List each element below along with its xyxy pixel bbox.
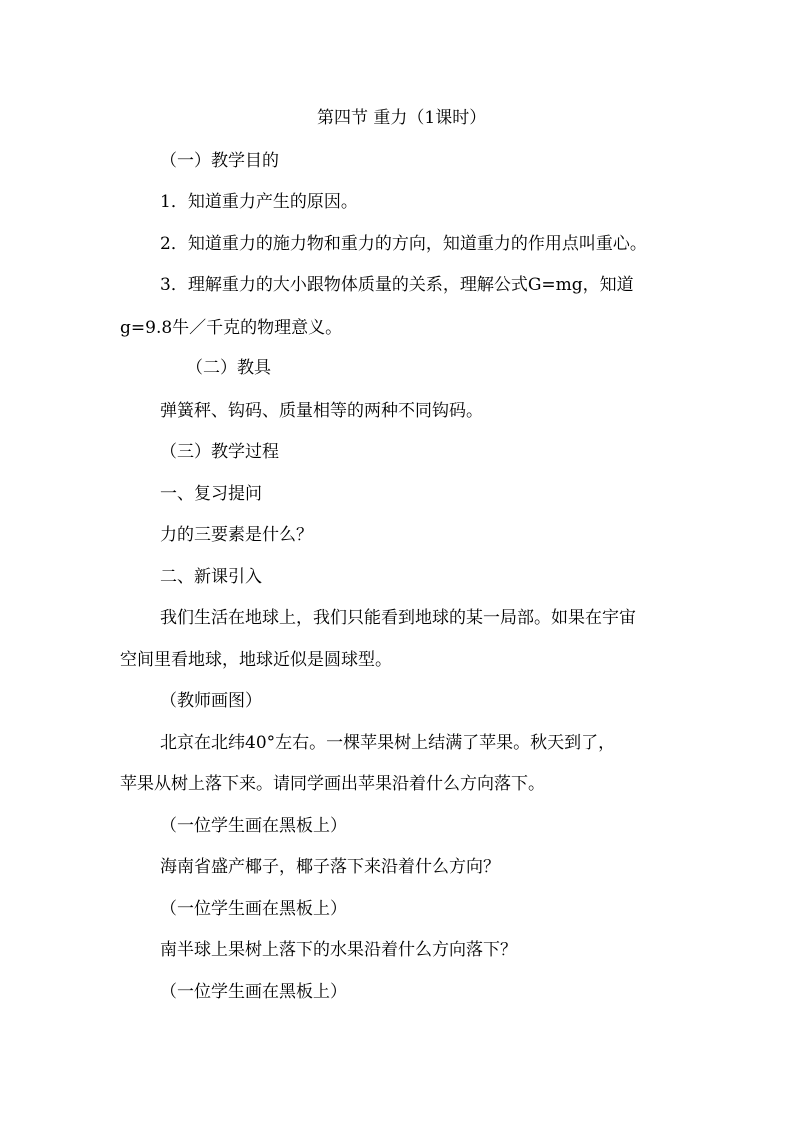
review-question: 力的三要素是什么？ [160,525,313,545]
student-note: （一位学生画在黑板上） [160,982,347,1002]
page-title: 第四节 重力（1课时） [317,108,487,128]
paragraph-line: 空间里看地球，地球近似是圆球型。 [120,650,392,670]
objective-item-1: 1．知道重力产生的原因。 [160,192,358,212]
paragraph-line: 苹果从树上落下来。请同学画出苹果沿着什么方向落下。 [120,774,545,794]
student-note: （一位学生画在黑板上） [160,816,347,836]
paragraph-line: 南半球上果树上落下的水果沿着什么方向落下？ [160,940,517,960]
paragraph-line: 北京在北纬40°左右。一棵苹果树上结满了苹果。秋天到了， [160,733,616,753]
paragraph-line: 我们生活在地球上，我们只能看到地球的某一局部。如果在宇宙 [160,608,636,628]
equipment-list: 弹簧秤、钩码、质量相等的两种不同钩码。 [160,401,483,421]
teacher-note: （教师画图） [160,691,262,711]
objective-item-3-line-1: 3．理解重力的大小跟物体质量的关系，理解公式G=mg，知道 [160,275,634,295]
student-note: （一位学生画在黑板上） [160,899,347,919]
subheading-introduction: 二、新课引入 [160,567,262,587]
objective-item-3-line-2: g=9.8牛／千克的物理意义。 [120,318,343,338]
objective-item-2: 2．知道重力的施力物和重力的方向，知道重力的作用点叫重心。 [160,234,647,254]
section-heading-equipment: （二）教具 [186,358,271,378]
subheading-review: 一、复习提问 [160,484,262,504]
section-heading-process: （三）教学过程 [160,442,279,462]
section-heading-objectives: （一）教学目的 [160,151,279,171]
paragraph-line: 海南省盛产椰子，椰子落下来沿着什么方向？ [160,857,500,877]
